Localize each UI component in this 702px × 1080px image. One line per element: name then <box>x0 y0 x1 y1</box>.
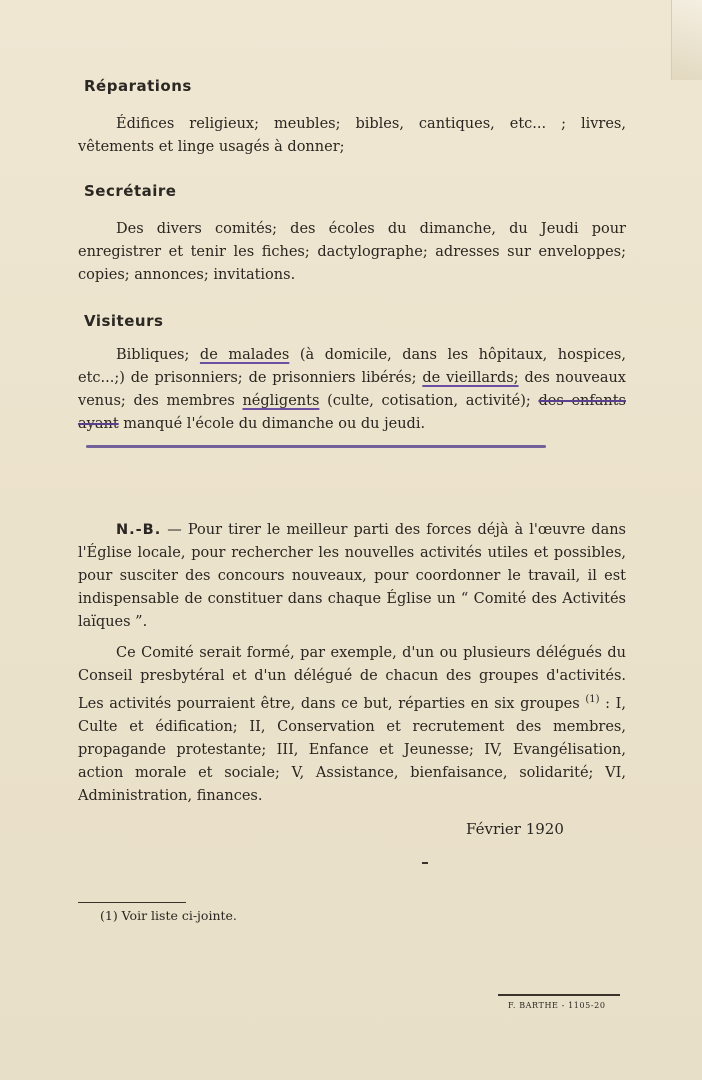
heading-secretaire: Secrétaire <box>84 182 177 200</box>
dash-mark <box>422 862 428 864</box>
heading-visiteurs: Visiteurs <box>84 312 164 330</box>
footnote-reference: (1) <box>585 694 600 705</box>
folded-corner <box>671 0 702 80</box>
paragraph-comite <box>78 642 626 808</box>
printer-rule <box>498 994 620 996</box>
visiteurs-text-9: manqué l'école du dimanche ou du jeudi. <box>118 416 426 432</box>
heading-reparations: Réparations <box>84 77 192 95</box>
paragraph-nb <box>78 519 626 634</box>
footnote-rule <box>78 902 186 903</box>
visiteurs-text-3: (à domicile, dans les hôpitaux, hospices, etc...;) de prisonniers; de prisonniers libérés; <box>78 347 626 386</box>
visiteurs-struck-enfants: des enfants ayant <box>78 393 626 432</box>
comite-text-a: Ce Comité serait formé, par exemple, d'un ou plusieurs délégués du Conseil presbytéral et d'un délégué de chacun des groupes d'activités. Les activités pourraient être, dans ce but, réparties en six groupes <box>78 645 626 712</box>
visiteurs-text-5: des nouveaux venus; des membres <box>78 370 626 409</box>
comite-text-b: : I, Culte et édification; II, Conservation et recrutement des membres, propagande protestante; III, Enfance et Jeunesse; IV, Evangélisation, action morale et sociale; V, Assistance, bienfaisance, solidarité; VI, Administration, finances. <box>78 695 626 804</box>
paragraph-secretaire: Des divers comités; des écoles du dimanche, du Jeudi pour enregistrer et tenir les fiches; dactylographe; adresses sur enveloppes; copies; annonces; invitations. <box>78 221 626 283</box>
footnote: (1) Voir liste ci-jointe. <box>100 908 237 923</box>
paragraph-reparations: Édifices religieux; meubles; bibles, cantiques, etc... ; livres, vêtements et linge usagés à donner; <box>78 116 626 155</box>
nb-label: N.-B. <box>116 522 162 538</box>
visiteurs-text-1: Bibliques; <box>116 347 200 363</box>
nb-text: — Pour tirer le meilleur parti des forces déjà à l'œuvre dans l'Église locale, pour rechercher les nouvelles activités utiles et possibles, pour susciter des concours nouveaux, pour coordonner le travail, il est indispensable de constituer dans chaque Église un “ Comité des Activités laïques ”. <box>78 522 626 630</box>
paragraph-visiteurs <box>78 344 626 436</box>
visiteurs-underlined-malades: de malades <box>199 347 290 363</box>
visiteurs-underlined-vieillards: de vieillards; <box>422 370 519 386</box>
visiteurs-underlined-negligents: négligents <box>242 393 320 409</box>
visiteurs-text-7: (culte, cotisation, activité); <box>319 393 539 409</box>
printer-mark: F. BARTHE - 1105-20 <box>508 1001 606 1010</box>
document-date: Février 1920 <box>466 820 564 838</box>
purple-pen-mark <box>86 445 546 448</box>
